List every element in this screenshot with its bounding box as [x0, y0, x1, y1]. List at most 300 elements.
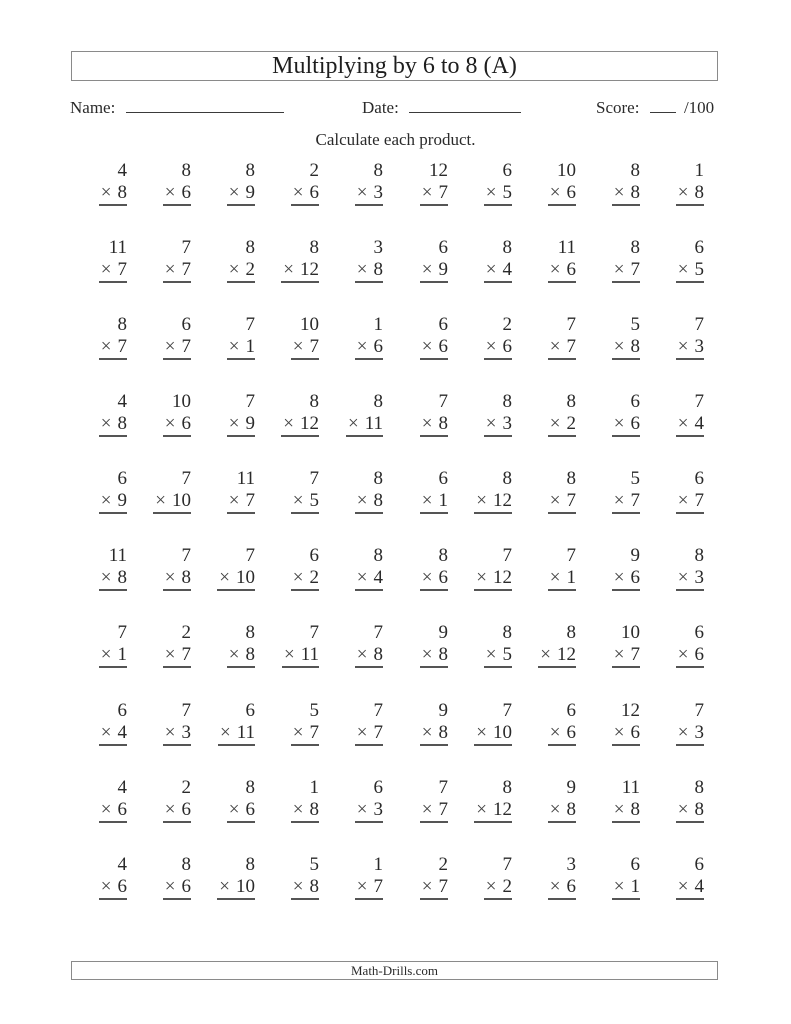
- multiplication-problem[interactable]: [520, 160, 580, 212]
- multiplication-problem[interactable]: [584, 622, 644, 674]
- multiplication-problem[interactable]: [520, 777, 580, 829]
- multiplicand: 7: [438, 391, 448, 412]
- multiplication-problem[interactable]: [648, 700, 708, 752]
- multiplier: 8: [694, 799, 704, 820]
- multiplication-problem[interactable]: [71, 160, 131, 212]
- multiplier-line: [99, 413, 127, 437]
- multiplier: 8: [630, 799, 640, 820]
- multiplier: 6: [566, 722, 576, 743]
- multiplicand: 7: [373, 700, 383, 721]
- multiplier-line: [474, 490, 512, 514]
- multiplication-problem[interactable]: [584, 160, 644, 212]
- multiplier: 2: [309, 567, 319, 588]
- multiplicand: 6: [438, 314, 448, 335]
- score-field: [596, 96, 714, 118]
- multiplier-line: [676, 336, 704, 360]
- multiplier-line: [217, 567, 255, 591]
- multiplication-problem[interactable]: [263, 314, 323, 366]
- times-icon: ×: [100, 259, 112, 280]
- multiplication-problem[interactable]: [584, 314, 644, 366]
- multiplier: 6: [630, 567, 640, 588]
- multiplier: 7: [630, 490, 640, 511]
- times-icon: ×: [485, 876, 497, 897]
- multiplicand: 7: [181, 700, 191, 721]
- times-icon: ×: [283, 644, 295, 665]
- multiplier: 7: [309, 722, 319, 743]
- multiplication-problem[interactable]: [456, 622, 516, 674]
- problem-row: [70, 777, 720, 837]
- multiplier: 6: [181, 182, 191, 203]
- multiplier: 8: [566, 799, 576, 820]
- multiplier: 4: [117, 722, 127, 743]
- multiplication-problem[interactable]: [199, 237, 259, 289]
- multiplication-problem[interactable]: [456, 468, 516, 520]
- multiplier-line: [474, 799, 512, 823]
- multiplication-problem[interactable]: [392, 545, 452, 597]
- multiplicand: 5: [630, 468, 640, 489]
- multiplier: 12: [493, 799, 512, 820]
- multiplier-line: [612, 490, 640, 514]
- multiplication-problem[interactable]: [456, 391, 516, 443]
- times-icon: ×: [677, 259, 689, 280]
- times-icon: ×: [283, 259, 294, 280]
- multiplier: 3: [502, 413, 512, 434]
- multiplier-line: [227, 799, 255, 823]
- multiplier-line: [612, 644, 640, 668]
- multiplicand: 7: [502, 545, 512, 566]
- multiplier: 12: [300, 259, 319, 280]
- multiplication-problem[interactable]: [520, 700, 580, 752]
- multiplier: 8: [117, 182, 127, 203]
- multiplication-problem[interactable]: [263, 700, 323, 752]
- multiplicand: 8: [630, 237, 640, 258]
- multiplier: 1: [630, 876, 640, 897]
- multiplier: 7: [694, 490, 704, 511]
- multiplication-problem[interactable]: [71, 700, 131, 752]
- times-icon: ×: [613, 722, 625, 743]
- problem-row: [70, 391, 720, 451]
- multiplication-problem[interactable]: [392, 468, 452, 520]
- multiplication-problem[interactable]: [135, 237, 195, 289]
- multiplier-line: [538, 644, 576, 668]
- multiplicand: 7: [694, 314, 704, 335]
- multiplication-problem[interactable]: [648, 854, 708, 906]
- multiplication-problem[interactable]: [327, 391, 387, 443]
- times-icon: ×: [228, 799, 240, 820]
- multiplier-line: [676, 799, 704, 823]
- multiplication-problem[interactable]: [648, 314, 708, 366]
- multiplicand: 8: [566, 391, 576, 412]
- multiplicand: 12: [621, 700, 640, 721]
- name-field: [70, 96, 284, 118]
- multiplier: 6: [309, 182, 319, 203]
- multiplier-line: [227, 413, 255, 437]
- multiplicand: 6: [117, 700, 127, 721]
- times-icon: ×: [549, 567, 561, 588]
- multiplier-line: [355, 799, 383, 823]
- multiplier-line: [163, 413, 191, 437]
- times-icon: ×: [155, 490, 166, 511]
- multiplication-problem[interactable]: [584, 237, 644, 289]
- multiplier: 6: [245, 799, 255, 820]
- times-icon: ×: [421, 644, 433, 665]
- multiplication-problem[interactable]: [392, 854, 452, 906]
- multiplication-problem[interactable]: [135, 468, 195, 520]
- times-icon: ×: [228, 490, 240, 511]
- multiplier: 8: [438, 722, 448, 743]
- multiplier: 6: [566, 182, 576, 203]
- multiplication-problem[interactable]: [520, 468, 580, 520]
- multiplier: 7: [630, 259, 640, 280]
- multiplication-problem[interactable]: [263, 854, 323, 906]
- multiplication-problem[interactable]: [263, 468, 323, 520]
- times-icon: ×: [228, 182, 240, 203]
- multiplier: 8: [309, 799, 319, 820]
- multiplication-problem[interactable]: [135, 545, 195, 597]
- multiplicand: 8: [245, 160, 255, 181]
- multiplication-problem[interactable]: [135, 314, 195, 366]
- multiplication-problem[interactable]: [648, 237, 708, 289]
- score-total: /100: [683, 98, 715, 117]
- multiplication-problem[interactable]: [392, 700, 452, 752]
- multiplicand: 9: [438, 622, 448, 643]
- multiplication-problem[interactable]: [199, 777, 259, 829]
- multiplication-problem[interactable]: [135, 391, 195, 443]
- multiplier-line: [484, 259, 512, 283]
- multiplication-problem[interactable]: [71, 391, 131, 443]
- times-icon: ×: [677, 182, 689, 203]
- multiplier-line: [99, 182, 127, 206]
- multiplication-problem[interactable]: [199, 468, 259, 520]
- multiplicand: 9: [438, 700, 448, 721]
- multiplier-line: [291, 336, 319, 360]
- times-icon: ×: [677, 336, 689, 357]
- multiplication-problem[interactable]: [71, 777, 131, 829]
- multiplication-problem[interactable]: [71, 314, 131, 366]
- multiplicand: 8: [373, 160, 383, 181]
- multiplication-problem[interactable]: [263, 160, 323, 212]
- multiplication-problem[interactable]: [199, 700, 259, 752]
- multiplication-problem[interactable]: [648, 545, 708, 597]
- multiplication-problem[interactable]: [392, 237, 452, 289]
- multiplier: 7: [373, 876, 383, 897]
- multiplier: 7: [438, 182, 448, 203]
- multiplier: 3: [694, 336, 704, 357]
- multiplicand: 6: [309, 545, 319, 566]
- times-icon: ×: [485, 182, 497, 203]
- multiplicand: 7: [181, 237, 191, 258]
- multiplication-problem[interactable]: [520, 391, 580, 443]
- times-icon: ×: [476, 722, 487, 743]
- multiplier-line: [163, 182, 191, 206]
- multiplication-problem[interactable]: [199, 622, 259, 674]
- times-icon: ×: [356, 876, 368, 897]
- multiplication-problem[interactable]: [263, 545, 323, 597]
- multiplication-problem[interactable]: [199, 391, 259, 443]
- multiplicand: 6: [181, 314, 191, 335]
- multiplication-problem[interactable]: [584, 468, 644, 520]
- multiplication-problem[interactable]: [327, 314, 387, 366]
- multiplicand: 7: [438, 777, 448, 798]
- multiplier: 6: [630, 413, 640, 434]
- multiplicand: 12: [429, 160, 448, 181]
- multiplier-line: [420, 799, 448, 823]
- times-icon: ×: [421, 876, 433, 897]
- multiplication-problem[interactable]: [456, 700, 516, 752]
- times-icon: ×: [549, 876, 561, 897]
- multiplication-problem[interactable]: [327, 237, 387, 289]
- problem-row: [70, 160, 720, 220]
- multiplication-problem[interactable]: [584, 545, 644, 597]
- multiplier: 8: [373, 259, 383, 280]
- multiplication-problem[interactable]: [648, 622, 708, 674]
- multiplicand: 8: [566, 468, 576, 489]
- multiplication-problem[interactable]: [135, 854, 195, 906]
- times-icon: ×: [613, 876, 625, 897]
- times-icon: ×: [356, 799, 368, 820]
- multiplication-problem[interactable]: [71, 237, 131, 289]
- multiplier: 2: [566, 413, 576, 434]
- multiplication-problem[interactable]: [327, 622, 387, 674]
- times-icon: ×: [356, 644, 368, 665]
- multiplication-problem[interactable]: [584, 854, 644, 906]
- multiplier: 8: [438, 644, 448, 665]
- multiplication-problem[interactable]: [520, 314, 580, 366]
- multiplication-problem[interactable]: [392, 314, 452, 366]
- multiplication-problem[interactable]: [135, 777, 195, 829]
- multiplier: 6: [373, 336, 383, 357]
- multiplication-problem[interactable]: [456, 777, 516, 829]
- multiplication-problem[interactable]: [135, 160, 195, 212]
- multiplicand: 7: [181, 545, 191, 566]
- score-blank[interactable]: [650, 96, 676, 113]
- multiplication-problem[interactable]: [648, 160, 708, 212]
- multiplication-problem[interactable]: [520, 622, 580, 674]
- multiplier: 7: [181, 336, 191, 357]
- multiplier-line: [484, 336, 512, 360]
- multiplicand: 8: [630, 160, 640, 181]
- multiplier: 7: [566, 490, 576, 511]
- multiplier-line: [291, 182, 319, 206]
- times-icon: ×: [677, 490, 689, 511]
- multiplication-problem[interactable]: [648, 468, 708, 520]
- multiplication-problem[interactable]: [199, 314, 259, 366]
- multiplier: 3: [694, 567, 704, 588]
- multiplication-problem[interactable]: [520, 545, 580, 597]
- multiplicand: 11: [621, 777, 640, 798]
- multiplication-problem[interactable]: [456, 854, 516, 906]
- times-icon: ×: [613, 336, 625, 357]
- multiplicand: 1: [309, 777, 319, 798]
- multiplication-problem[interactable]: [327, 468, 387, 520]
- multiplicand: 2: [181, 622, 191, 643]
- multiplication-problem[interactable]: [392, 160, 452, 212]
- multiplication-problem[interactable]: [648, 391, 708, 443]
- times-icon: ×: [677, 644, 689, 665]
- multiplication-problem[interactable]: [327, 777, 387, 829]
- multiplier-line: [420, 644, 448, 668]
- multiplier-line: [227, 259, 255, 283]
- multiplier: 5: [502, 644, 512, 665]
- multiplicand: 6: [694, 237, 704, 258]
- multiplicand: 2: [502, 314, 512, 335]
- times-icon: ×: [356, 182, 368, 203]
- multiplier-line: [291, 490, 319, 514]
- multiplication-problem[interactable]: [456, 160, 516, 212]
- multiplicand: 6: [438, 468, 448, 489]
- multiplier-line: [420, 259, 448, 283]
- multiplication-problem[interactable]: [135, 700, 195, 752]
- times-icon: ×: [677, 876, 689, 897]
- multiplier-line: [420, 722, 448, 746]
- date-label: Date:: [362, 98, 399, 117]
- multiplicand: 8: [373, 545, 383, 566]
- multiplier-line: [676, 490, 704, 514]
- multiplier-line: [612, 182, 640, 206]
- multiplicand: 8: [117, 314, 127, 335]
- multiplicand: 8: [502, 237, 512, 258]
- multiplication-problem[interactable]: [135, 622, 195, 674]
- multiplier-line: [548, 336, 576, 360]
- multiplier-line: [291, 722, 319, 746]
- multiplication-problem[interactable]: [520, 237, 580, 289]
- multiplier-line: [217, 876, 255, 900]
- multiplication-problem[interactable]: [263, 391, 323, 443]
- multiplier: 12: [493, 567, 512, 588]
- times-icon: ×: [485, 644, 497, 665]
- multiplier: 6: [502, 336, 512, 357]
- multiplication-problem[interactable]: [71, 854, 131, 906]
- multiplier: 12: [493, 490, 512, 511]
- times-icon: ×: [292, 799, 304, 820]
- date-blank[interactable]: [409, 96, 521, 113]
- multiplication-problem[interactable]: [327, 545, 387, 597]
- times-icon: ×: [421, 567, 433, 588]
- multiplicand: 4: [117, 854, 127, 875]
- multiplier: 6: [438, 336, 448, 357]
- multiplicand: 6: [117, 468, 127, 489]
- multiplicand: 10: [172, 391, 191, 412]
- times-icon: ×: [421, 722, 433, 743]
- multiplication-problem[interactable]: [199, 854, 259, 906]
- multiplication-problem[interactable]: [327, 854, 387, 906]
- times-icon: ×: [485, 413, 497, 434]
- multiplier-line: [612, 722, 640, 746]
- multiplicand: 11: [108, 545, 127, 566]
- multiplier-line: [420, 182, 448, 206]
- multiplier-line: [281, 259, 319, 283]
- times-icon: ×: [219, 722, 231, 743]
- multiplication-problem[interactable]: [392, 777, 452, 829]
- multiplier-line: [163, 567, 191, 591]
- multiplication-problem[interactable]: [648, 777, 708, 829]
- multiplication-problem[interactable]: [327, 160, 387, 212]
- multiplier-line: [484, 182, 512, 206]
- multiplier-line: [548, 259, 576, 283]
- problem-row: [70, 854, 720, 914]
- multiplication-problem[interactable]: [71, 622, 131, 674]
- multiplier-line: [612, 567, 640, 591]
- times-icon: ×: [292, 876, 304, 897]
- multiplication-problem[interactable]: [71, 545, 131, 597]
- times-icon: ×: [421, 490, 433, 511]
- footer-credit: Math-Drills.com: [71, 961, 718, 980]
- multiplier-line: [612, 876, 640, 900]
- multiplicand: 11: [236, 468, 255, 489]
- multiplier: 8: [630, 336, 640, 357]
- multiplicand: 2: [181, 777, 191, 798]
- multiplication-problem[interactable]: [263, 622, 323, 674]
- multiplicand: 8: [245, 854, 255, 875]
- multiplier-line: [676, 876, 704, 900]
- multiplier-line: [420, 490, 448, 514]
- multiplier: 12: [300, 413, 319, 434]
- multiplier-line: [227, 490, 255, 514]
- multiplier: 8: [694, 182, 704, 203]
- multiplicand: 3: [373, 237, 383, 258]
- multiplier: 5: [694, 259, 704, 280]
- multiplier: 8: [181, 567, 191, 588]
- multiplication-problem[interactable]: [456, 545, 516, 597]
- multiplication-problem[interactable]: [584, 700, 644, 752]
- multiplication-problem[interactable]: [263, 237, 323, 289]
- multiplication-problem[interactable]: [199, 160, 259, 212]
- multiplication-problem[interactable]: [263, 777, 323, 829]
- multiplier-line: [163, 259, 191, 283]
- multiplicand: 2: [438, 854, 448, 875]
- multiplicand: 5: [309, 854, 319, 875]
- times-icon: ×: [292, 182, 304, 203]
- times-icon: ×: [292, 722, 304, 743]
- multiplication-problem[interactable]: [71, 468, 131, 520]
- multiplicand: 7: [245, 314, 255, 335]
- problem-row: [70, 700, 720, 760]
- multiplication-problem[interactable]: [584, 391, 644, 443]
- multiplier-line: [676, 644, 704, 668]
- multiplication-problem[interactable]: [584, 777, 644, 829]
- times-icon: ×: [549, 799, 561, 820]
- multiplication-problem[interactable]: [392, 622, 452, 674]
- times-icon: ×: [100, 490, 112, 511]
- multiplier-line: [163, 722, 191, 746]
- multiplicand: 3: [566, 854, 576, 875]
- multiplicand: 8: [502, 468, 512, 489]
- multiplier: 7: [566, 336, 576, 357]
- multiplication-problem[interactable]: [327, 700, 387, 752]
- multiplier-line: [355, 336, 383, 360]
- multiplier: 6: [694, 644, 704, 665]
- times-icon: ×: [476, 490, 487, 511]
- name-blank[interactable]: [126, 96, 284, 113]
- multiplicand: 7: [502, 854, 512, 875]
- multiplication-problem[interactable]: [199, 545, 259, 597]
- multiplication-problem[interactable]: [456, 237, 516, 289]
- multiplier: 2: [502, 876, 512, 897]
- times-icon: ×: [549, 722, 561, 743]
- multiplier: 8: [373, 644, 383, 665]
- multiplier-line: [612, 413, 640, 437]
- multiplier: 4: [694, 413, 704, 434]
- multiplication-problem[interactable]: [456, 314, 516, 366]
- times-icon: ×: [164, 799, 176, 820]
- multiplier-line: [548, 722, 576, 746]
- multiplier: 7: [117, 259, 127, 280]
- multiplier: 11: [236, 722, 255, 743]
- multiplication-problem[interactable]: [392, 391, 452, 443]
- multiplication-problem[interactable]: [520, 854, 580, 906]
- multiplicand: 6: [694, 622, 704, 643]
- times-icon: ×: [549, 490, 561, 511]
